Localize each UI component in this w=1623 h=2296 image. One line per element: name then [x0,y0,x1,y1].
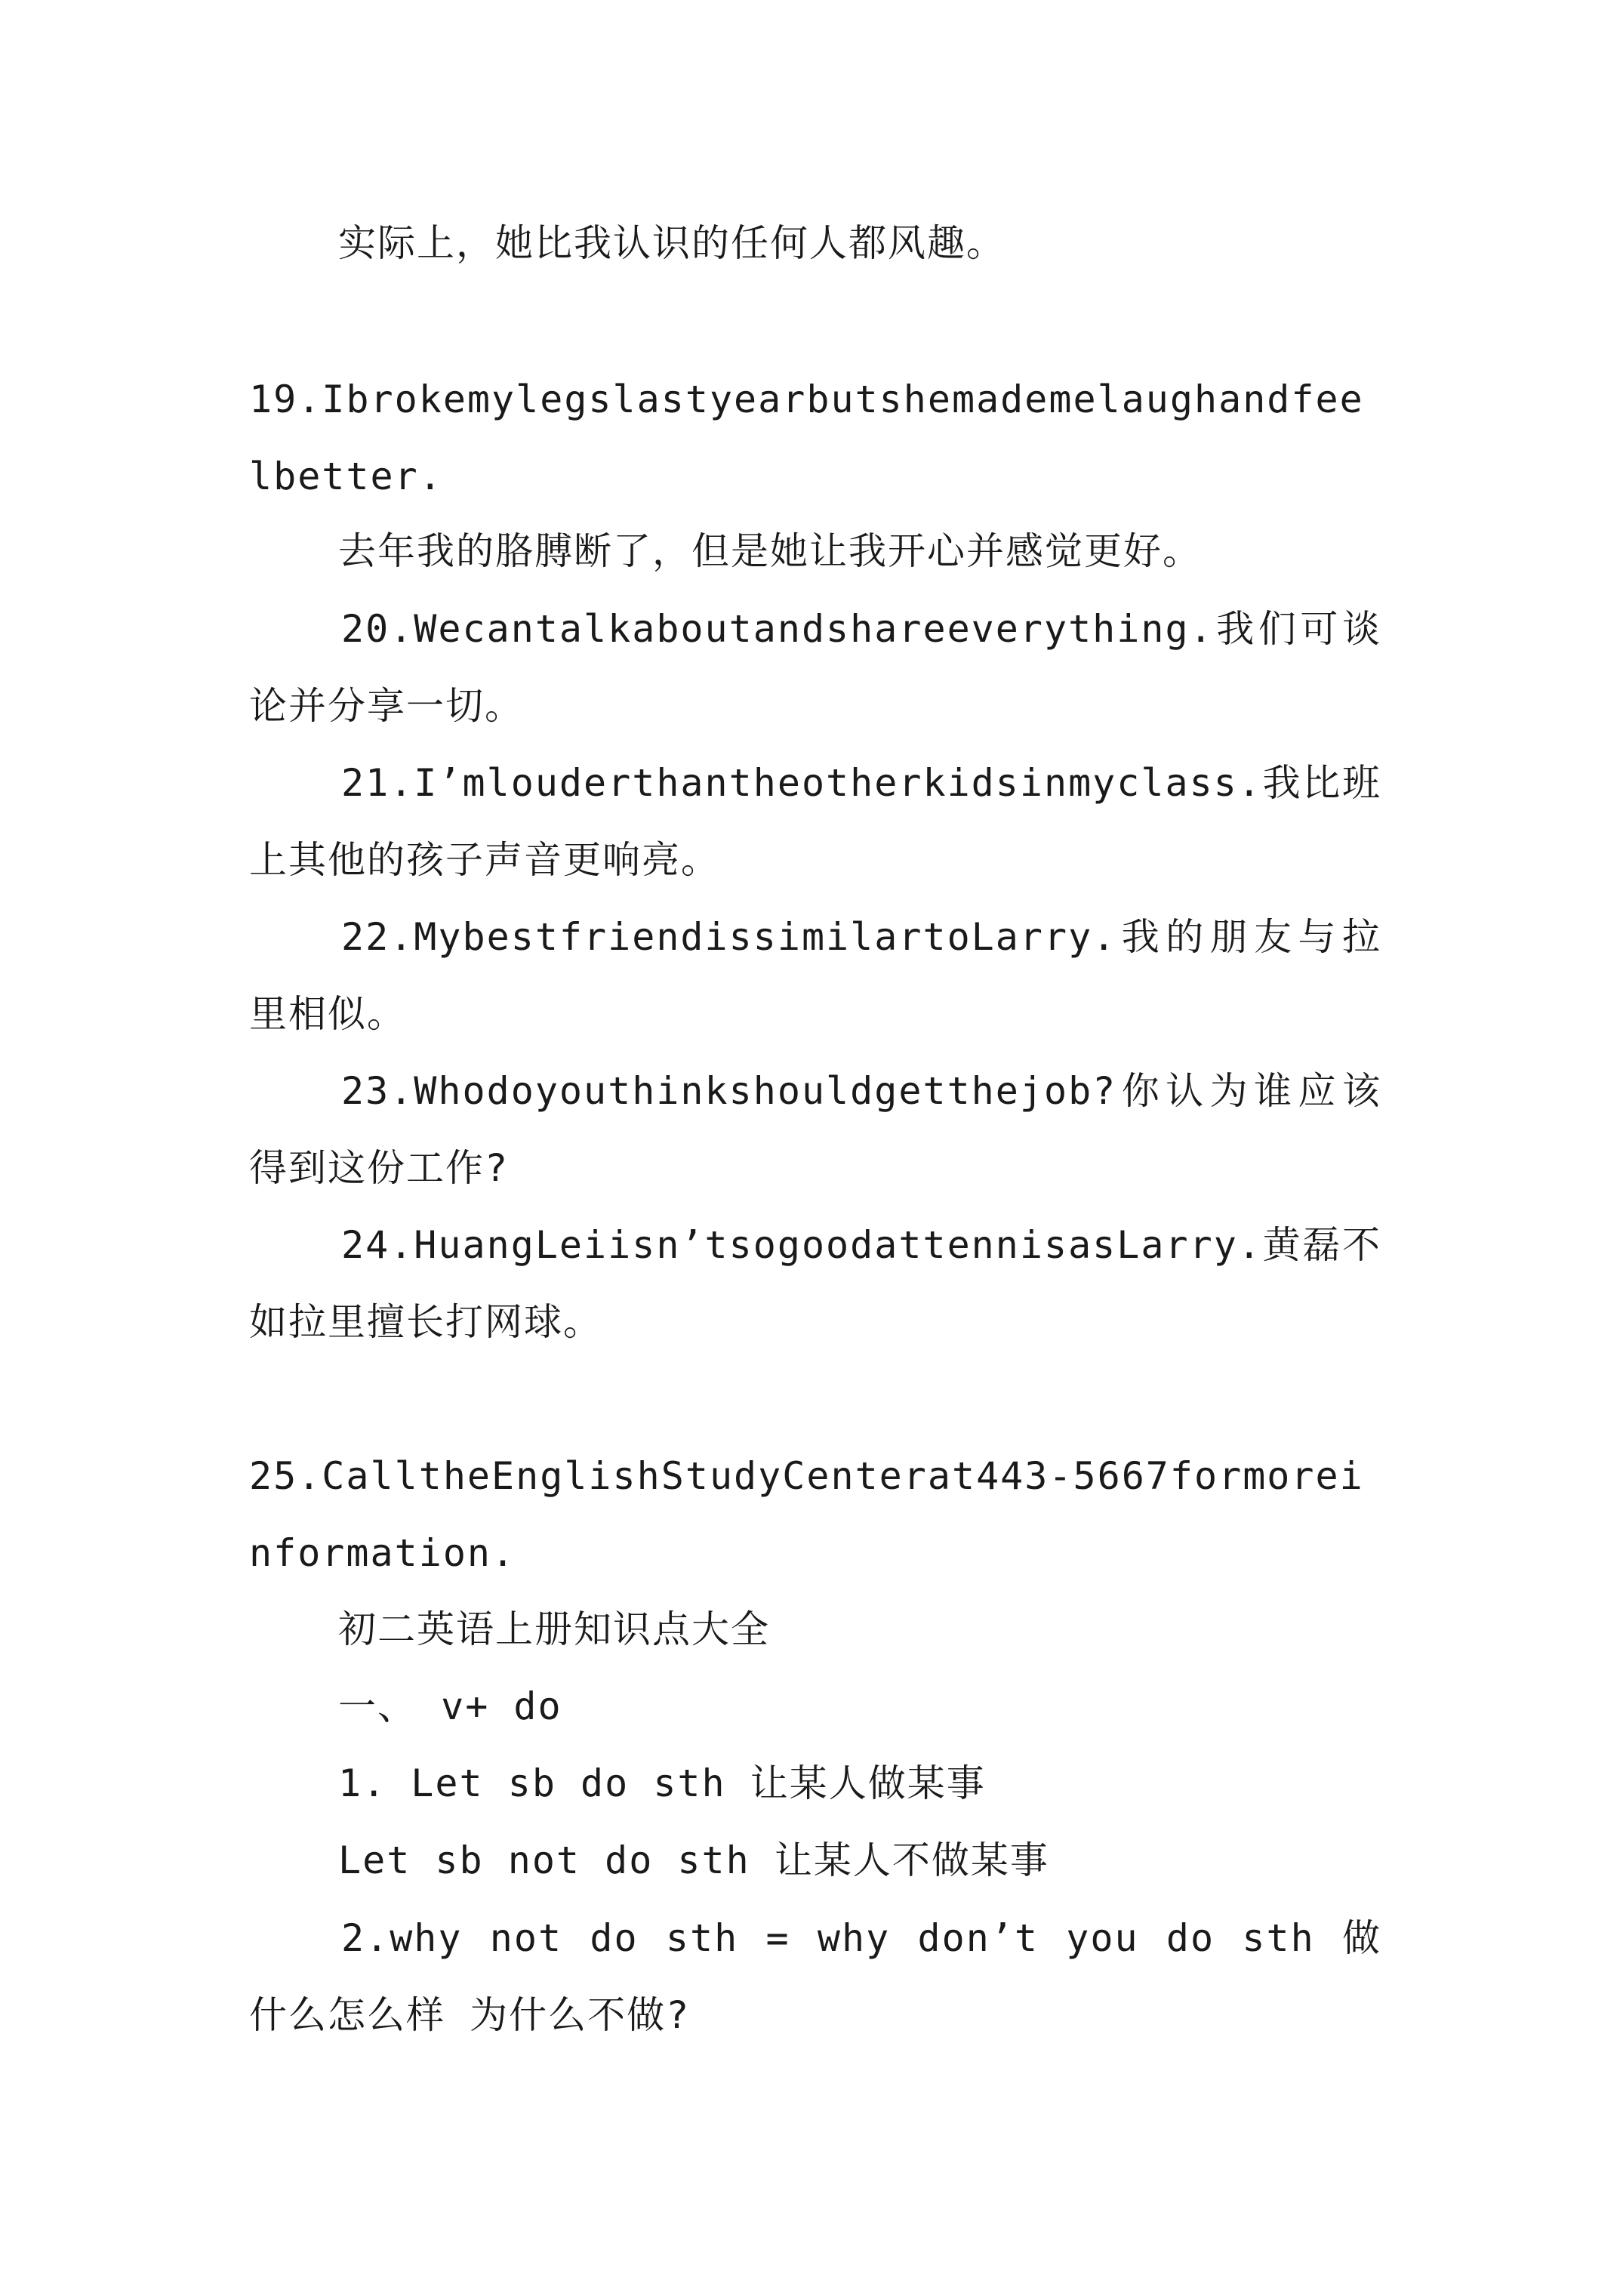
text-paragraph: 23.Whodoyouthinkshouldgetthejob?你认为谁应该得到这份工作? [249,1069,1381,1190]
text-paragraph: 20.Wecantalkaboutandshareeverything.我们可谈论并分享一切。 [249,607,1381,728]
text-line: 1. Let sb do sth 让某人做某事 [338,1761,986,1805]
section-heading: 一、 v+ do [338,1684,562,1728]
text-paragraph: 24.HuangLeiisn’tsogoodattennisasLarry.黄磊不如拉里擅长打网球。 [249,1223,1381,1344]
section-title: 初二英语上册知识点大全 [338,1607,770,1651]
text-line: 实际上，她比我认识的任何人都风趣。 [338,221,1006,265]
text-paragraph: 2.why not do sth = why don’t you do sth 做什么怎么样 为什么不做? [249,1916,1381,2037]
text-line: Let sb not do sth 让某人不做某事 [338,1838,1049,1882]
text-paragraph: 25.CalltheEnglishStudyCenterat443-5667formoreinformation. [249,1454,1364,1575]
text-paragraph: 19.Ibrokemylegslastyearbutshemademelaughandfeelbetter. [249,378,1364,498]
text-paragraph: 21.I’mlouderthantheotherkidsinmyclass.我比班上其他的孩子声音更响亮。 [249,761,1381,882]
text-line: 去年我的胳膊断了，但是她让我开心并感觉更好。 [338,529,1202,573]
text-paragraph: 22.MybestfriendissimilartoLarry.我的朋友与拉里相似。 [249,915,1381,1036]
